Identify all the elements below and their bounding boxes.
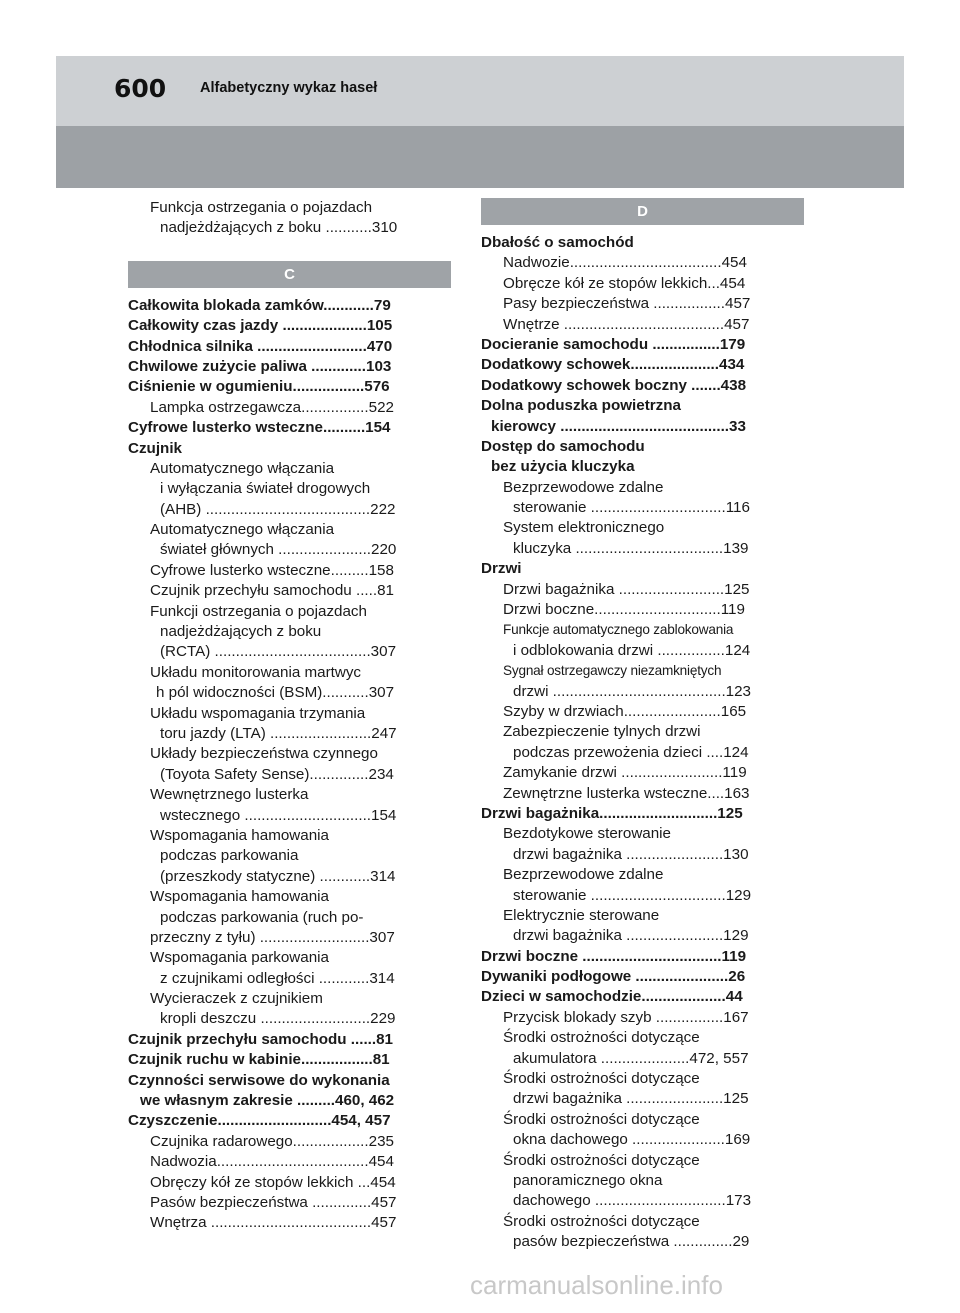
index-entry: Drzwi bagażnika............................125 <box>481 804 743 822</box>
index-subentry: Środki ostrożności dotyczące <box>503 1070 700 1088</box>
index-subentry: podczas przewożenia dzieci ....124 <box>513 743 749 761</box>
index-subentry: i wyłączania świateł drogowych <box>160 480 371 498</box>
index-subentry: (AHB) .......................................222 <box>160 500 396 518</box>
index-subentry: Wewnętrznego lusterka <box>150 786 309 804</box>
index-subentry: Wycieraczek z czujnikiem <box>150 990 323 1008</box>
running-title: Alfabetyczny wykaz haseł <box>200 80 378 96</box>
index-subentry: Zamykanie drzwi ........................119 <box>503 764 747 782</box>
index-subentry: Cyfrowe lusterko wsteczne.........158 <box>150 561 394 579</box>
index-subentry: Bezprzewodowe zdalne <box>503 478 664 496</box>
index-entry: kierowcy ........................................33 <box>491 417 746 435</box>
index-entry: Dolna poduszka powietrzna <box>481 397 681 415</box>
index-subentry: świateł głównych ......................220 <box>160 541 397 559</box>
header-band-lower <box>56 126 904 188</box>
index-subentry: kropli deszczu ..........................229 <box>160 1010 396 1028</box>
index-subentry: drzwi bagażnika .......................129 <box>513 927 749 945</box>
index-subentry: akumulatora .....................472, 557 <box>513 1049 749 1067</box>
index-subentry: Bezdotykowe sterowanie <box>503 825 671 843</box>
index-entry: Dbałość o samochód <box>481 234 634 251</box>
index-entry: Dzieci w samochodzie....................44 <box>481 988 743 1006</box>
index-subentry: sterowanie ................................116 <box>513 499 750 517</box>
index-subentry: podczas parkowania (ruch po- <box>160 908 364 926</box>
index-subentry: panoramicznego okna <box>513 1171 663 1189</box>
watermark: carmanualsonline.info <box>470 1270 723 1300</box>
index-subentry: Wspomagania hamowania <box>150 888 329 906</box>
index-entry: Czyszczenie...........................454, 457 <box>128 1112 391 1130</box>
index-entry: Dodatkowy schowek.....................434 <box>481 356 745 374</box>
index-subentry: Środki ostrożności dotyczące <box>503 1151 700 1169</box>
index-subentry: Zabezpieczenie tylnych drzwi <box>503 723 701 741</box>
index-subentry: Automatycznego włączania <box>150 459 335 477</box>
section-header-d: D <box>481 198 804 225</box>
index-subentry: dachowego ...............................173 <box>513 1192 752 1210</box>
index-column-right <box>481 198 804 1253</box>
index-subentry: Funkcje automatycznego zablokowania <box>503 622 734 638</box>
index-subentry: sterowanie ................................129 <box>513 886 752 904</box>
index-subentry: i odblokowania drzwi ................124 <box>513 641 751 659</box>
index-column-left <box>128 198 451 1234</box>
index-entry: Dodatkowy schowek boczny .......438 <box>481 376 747 394</box>
index-subentry: Układy bezpieczeństwa czynnego <box>150 745 378 763</box>
index-entry: Całkowita blokada zamków............79 <box>128 296 391 314</box>
index-subentry: toru jazdy (LTA) ........................247 <box>160 724 397 742</box>
index-subentry: Funkcji ostrzegania o pojazdach <box>150 602 367 620</box>
index-subentry: Układu wspomagania trzymania <box>150 704 366 722</box>
index-subentry: nadjeżdżających z boku ...........310 <box>160 219 398 237</box>
index-entry: Cyfrowe lusterko wsteczne..........154 <box>128 419 391 437</box>
index-entry: Drzwi boczne .................................119 <box>481 947 747 965</box>
index-entry: Czujnik <box>128 439 183 457</box>
index-subentry: drzwi bagażnika .......................125 <box>513 1090 749 1108</box>
index-subentry: okna dachowego ......................169 <box>513 1131 751 1149</box>
index-entry: Docieranie samochodu ................179 <box>481 335 746 353</box>
index-subentry: (RCTA) .....................................307 <box>160 643 397 661</box>
index-entry: Drzwi <box>481 560 522 578</box>
page-number: 600 <box>114 74 167 103</box>
index-subentry: (przeszkody statyczne) ............314 <box>160 867 396 885</box>
index-subentry: Środki ostrożności dotyczące <box>503 1029 700 1047</box>
header-band <box>56 56 904 188</box>
index-subentry: Drzwi boczne..............................119 <box>503 601 745 619</box>
index-subentry: kluczyka ...................................139 <box>513 539 749 557</box>
section-header-c: C <box>128 261 451 288</box>
index-subentry: Czujnika radarowego..................235 <box>150 1132 394 1150</box>
index-subentry: Szyby w drzwiach.......................165 <box>503 702 747 720</box>
index-subentry: Wnętrze ......................................457 <box>503 315 750 333</box>
index-subentry: Wnętrza ......................................457 <box>150 1214 397 1232</box>
index-subentry: Sygnał ostrzegawczy niezamkniętych <box>503 663 722 679</box>
index-subentry: Nadwozia....................................454 <box>150 1153 394 1171</box>
index-subentry: Bezprzewodowe zdalne <box>503 866 664 884</box>
index-subentry: podczas parkowania <box>160 847 299 865</box>
index-subentry: pasów bezpieczeństwa ..............29 <box>513 1233 750 1251</box>
index-entry: Dywaniki podłogowe ......................26 <box>481 968 746 986</box>
index-subentry: Nadwozie....................................454 <box>503 254 747 272</box>
index-subentry: wstecznego ..............................154 <box>160 806 397 824</box>
index-subentry: Czujnik przechyłu samochodu .....81 <box>150 582 394 600</box>
index-subentry: przeczny z tyłu) ..........................307 <box>150 928 395 946</box>
index-subentry: Środki ostrożności dotyczące <box>503 1110 700 1128</box>
index-subentry: Wspomagania hamowania <box>150 826 329 844</box>
index-subentry: Drzwi bagażnika .........................125 <box>503 580 750 598</box>
index-subentry: Przycisk blokady szyb ................167 <box>503 1008 749 1026</box>
index-entry: Chwilowe zużycie paliwa .............103 <box>128 357 392 375</box>
index-subentry: Lampka ostrzegawcza................522 <box>150 398 394 416</box>
index-subentry: Funkcja ostrzegania o pojazdach <box>150 199 373 216</box>
index-subentry: drzwi bagażnika .......................130 <box>513 845 749 863</box>
index-subentry: Elektrycznie sterowane <box>503 906 660 924</box>
index-entry: Całkowity czas jazdy ....................105 <box>128 317 393 335</box>
index-entry: Czujnik przechyłu samochodu ......81 <box>128 1030 393 1048</box>
index-subentry: drzwi .........................................123 <box>513 682 752 700</box>
index-subentry: nadjeżdżających z boku <box>160 623 322 641</box>
index-entry: Ciśnienie w ogumieniu.................576 <box>128 378 390 396</box>
index-subentry: h pól widoczności (BSM)...........307 <box>156 684 395 702</box>
index-entry: bez użycia kluczyka <box>491 458 635 476</box>
index-subentry: (Toyota Safety Sense)..............234 <box>160 765 394 783</box>
index-subentry: Zewnętrzne lusterka wsteczne....163 <box>503 784 750 802</box>
index-subentry: Automatycznego włączania <box>150 521 335 539</box>
index-subentry: Obręczy kół ze stopów lekkich ...454 <box>150 1173 396 1191</box>
index-entry: we własnym zakresie .........460, 462 <box>140 1092 395 1110</box>
index-subentry: Obręcze kół ze stopów lekkich...454 <box>503 274 746 292</box>
index-subentry: Pasy bezpieczeństwa .................457 <box>503 295 751 313</box>
index-entry: Czujnik ruchu w kabinie.................81 <box>128 1051 390 1069</box>
index-subentry: System elektronicznego <box>503 519 665 537</box>
index-subentry: Pasów bezpieczeństwa ..............457 <box>150 1193 397 1211</box>
index-entry: Chłodnica silnika ..........................470 <box>128 337 393 355</box>
index-subentry: z czujnikami odległości ............314 <box>160 969 395 987</box>
index-subentry: Środki ostrożności dotyczące <box>503 1212 700 1230</box>
index-entry: Czynności serwisowe do wykonania <box>128 1071 390 1089</box>
index-entry: Dostęp do samochodu <box>481 437 645 455</box>
index-subentry: Wspomagania parkowania <box>150 949 329 967</box>
index-subentry: Układu monitorowania martwyc <box>150 663 362 681</box>
